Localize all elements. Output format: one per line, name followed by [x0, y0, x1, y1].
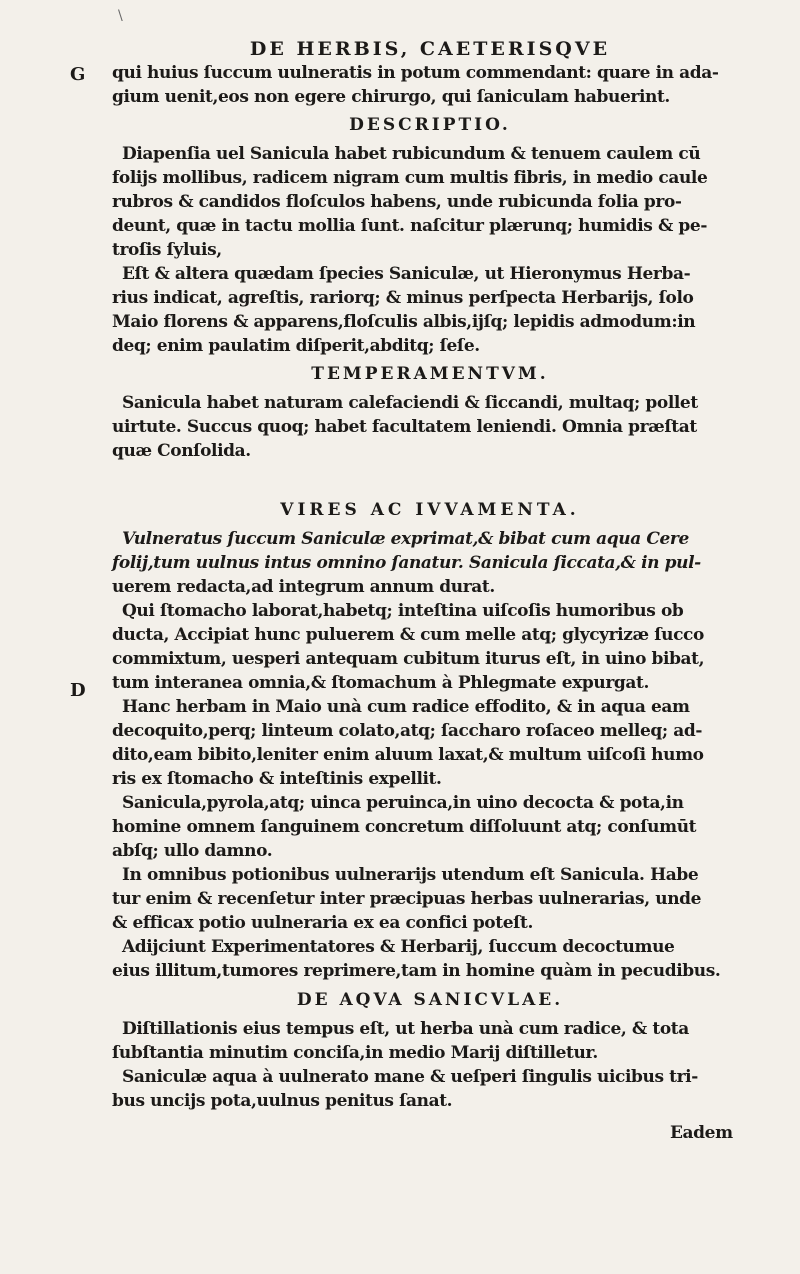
text-line: Qui ſtomacho laborat,habetq; inteſtina uiſcoſis humoribus ob: [122, 601, 684, 621]
section-heading-descriptio: DESCRIPTIO.: [349, 115, 511, 135]
text-line: & efficax potio uulneraria ex ea confici poteſt.: [112, 913, 533, 933]
text-line: Hanc herbam in Maio unà cum radice effodito, & in aqua eam: [122, 697, 690, 717]
text-line: Maio florens & apparens,floſculis albis,ijſq; lepidis admodum:in: [112, 312, 696, 332]
text-line: gium uenit,eos non egere chirurgo, qui ſaniculam habuerint.: [112, 87, 670, 107]
text-line: troſis ſyluis,: [112, 240, 222, 260]
text-line: bus uncijs pota,uulnus penitus ſanat.: [112, 1091, 453, 1111]
section-heading-temperamentum: TEMPERAMENTVM.: [311, 364, 549, 384]
margin-letter-g: G: [70, 64, 86, 85]
text-line: deq; enim paulatim diſperit,abditq; ſeſe.: [112, 336, 480, 356]
catchword: Eadem: [670, 1123, 733, 1143]
text-line: deunt, quæ in tactu mollia ſunt. naſcitur plærunq; humidis & pe-: [112, 216, 707, 236]
text-line: tum interanea omnia,& ſtomachum à Phlegmate expurgat.: [112, 673, 649, 693]
text-line: abſq; ullo damno.: [112, 841, 273, 861]
text-line: tur enim & recenſetur inter præcipuas herbas uulnerarias, unde: [112, 889, 702, 909]
section-heading-vires: VIRES AC IVVAMENTA.: [280, 500, 580, 520]
text-line: decoquito,perq; linteum colato,atq; ſaccharo roſaceo melleq; ad-: [112, 721, 703, 741]
text-line: qui huius ſuccum uulneratis in potum commendant: quare in ada-: [112, 63, 719, 83]
text-line: rubros & candidos floſculos habens, unde rubicunda folia pro-: [112, 192, 682, 212]
text-line: rius indicat, agreſtis, rariorq; & minus perſpecta Herbarijs, ſolo: [112, 288, 694, 308]
text-line: folij,tum uulnus intus omnino ſanatur. Sanicula ſiccata,& in pul-: [112, 553, 701, 573]
text-line: commixtum, uesperi antequam cubitum iturus eſt, in uino bibat,: [112, 649, 705, 669]
text-line: ſubſtantia minutim conciſa,in medio Marij diſtilletur.: [112, 1043, 598, 1063]
text-line: uerem redacta,ad integrum annum durat.: [112, 577, 495, 597]
margin-letter-d: D: [70, 680, 86, 701]
text-line: ducta, Accipiat hunc puluerem & cum melle atq; glycyrizæ ſucco: [112, 625, 704, 645]
text-line: Sanicula,pyrola,atq; uinca peruinca,in uino decocta & pota,in: [122, 793, 684, 813]
text-line: folijs mollibus, radicem nigram cum multis fibris, in medio caule: [112, 168, 708, 188]
text-line: Vulneratus ſuccum Saniculæ exprimat,& bibat cum aqua Cere: [122, 529, 689, 549]
text-line: eius illitum,tumores reprimere,tam in homine quàm in pecudibus.: [112, 961, 721, 981]
text-line: ris ex ſtomacho & inteſtinis expellit.: [112, 769, 442, 789]
text-line: homine omnem ſanguinem concretum diſſoluunt atq; conſumūt: [112, 817, 697, 837]
text-line: Sanicula habet naturam calefaciendi & ſiccandi, multaq; pollet: [122, 393, 698, 413]
text-line: In omnibus potionibus uulnerarijs utendum eſt Sanicula. Habe: [122, 865, 699, 885]
text-line: Eſt & altera quædam ſpecies Saniculæ, ut Hieronymus Herba-: [122, 264, 691, 284]
text-line: Saniculæ aqua à uulnerato mane & ueſperi ſingulis uicibus tri-: [122, 1067, 698, 1087]
corner-mark: \: [118, 8, 123, 24]
text-line: Diapenſia uel Sanicula habet rubicundum & tenuem caulem cū: [122, 144, 701, 164]
text-line: quæ Conſolida.: [112, 441, 251, 461]
section-heading-de-aqua: DE AQVA SANICVLAE.: [296, 990, 564, 1010]
text-line: Adijciunt Experimentatores & Herbarij, ſuccum decoctumue: [122, 937, 675, 957]
running-head: DE HERBIS, CAETERISQVE: [249, 38, 611, 60]
text-line: dito,eam bibito,leniter enim aluum laxat,& multum uiſcoſi humo: [112, 745, 704, 765]
text-line: Diſtillationis eius tempus eſt, ut herba unà cum radice, & tota: [122, 1019, 689, 1039]
text-line: uirtute. Succus quoq; habet facultatem leniendi. Omnia præſtat: [112, 417, 697, 437]
